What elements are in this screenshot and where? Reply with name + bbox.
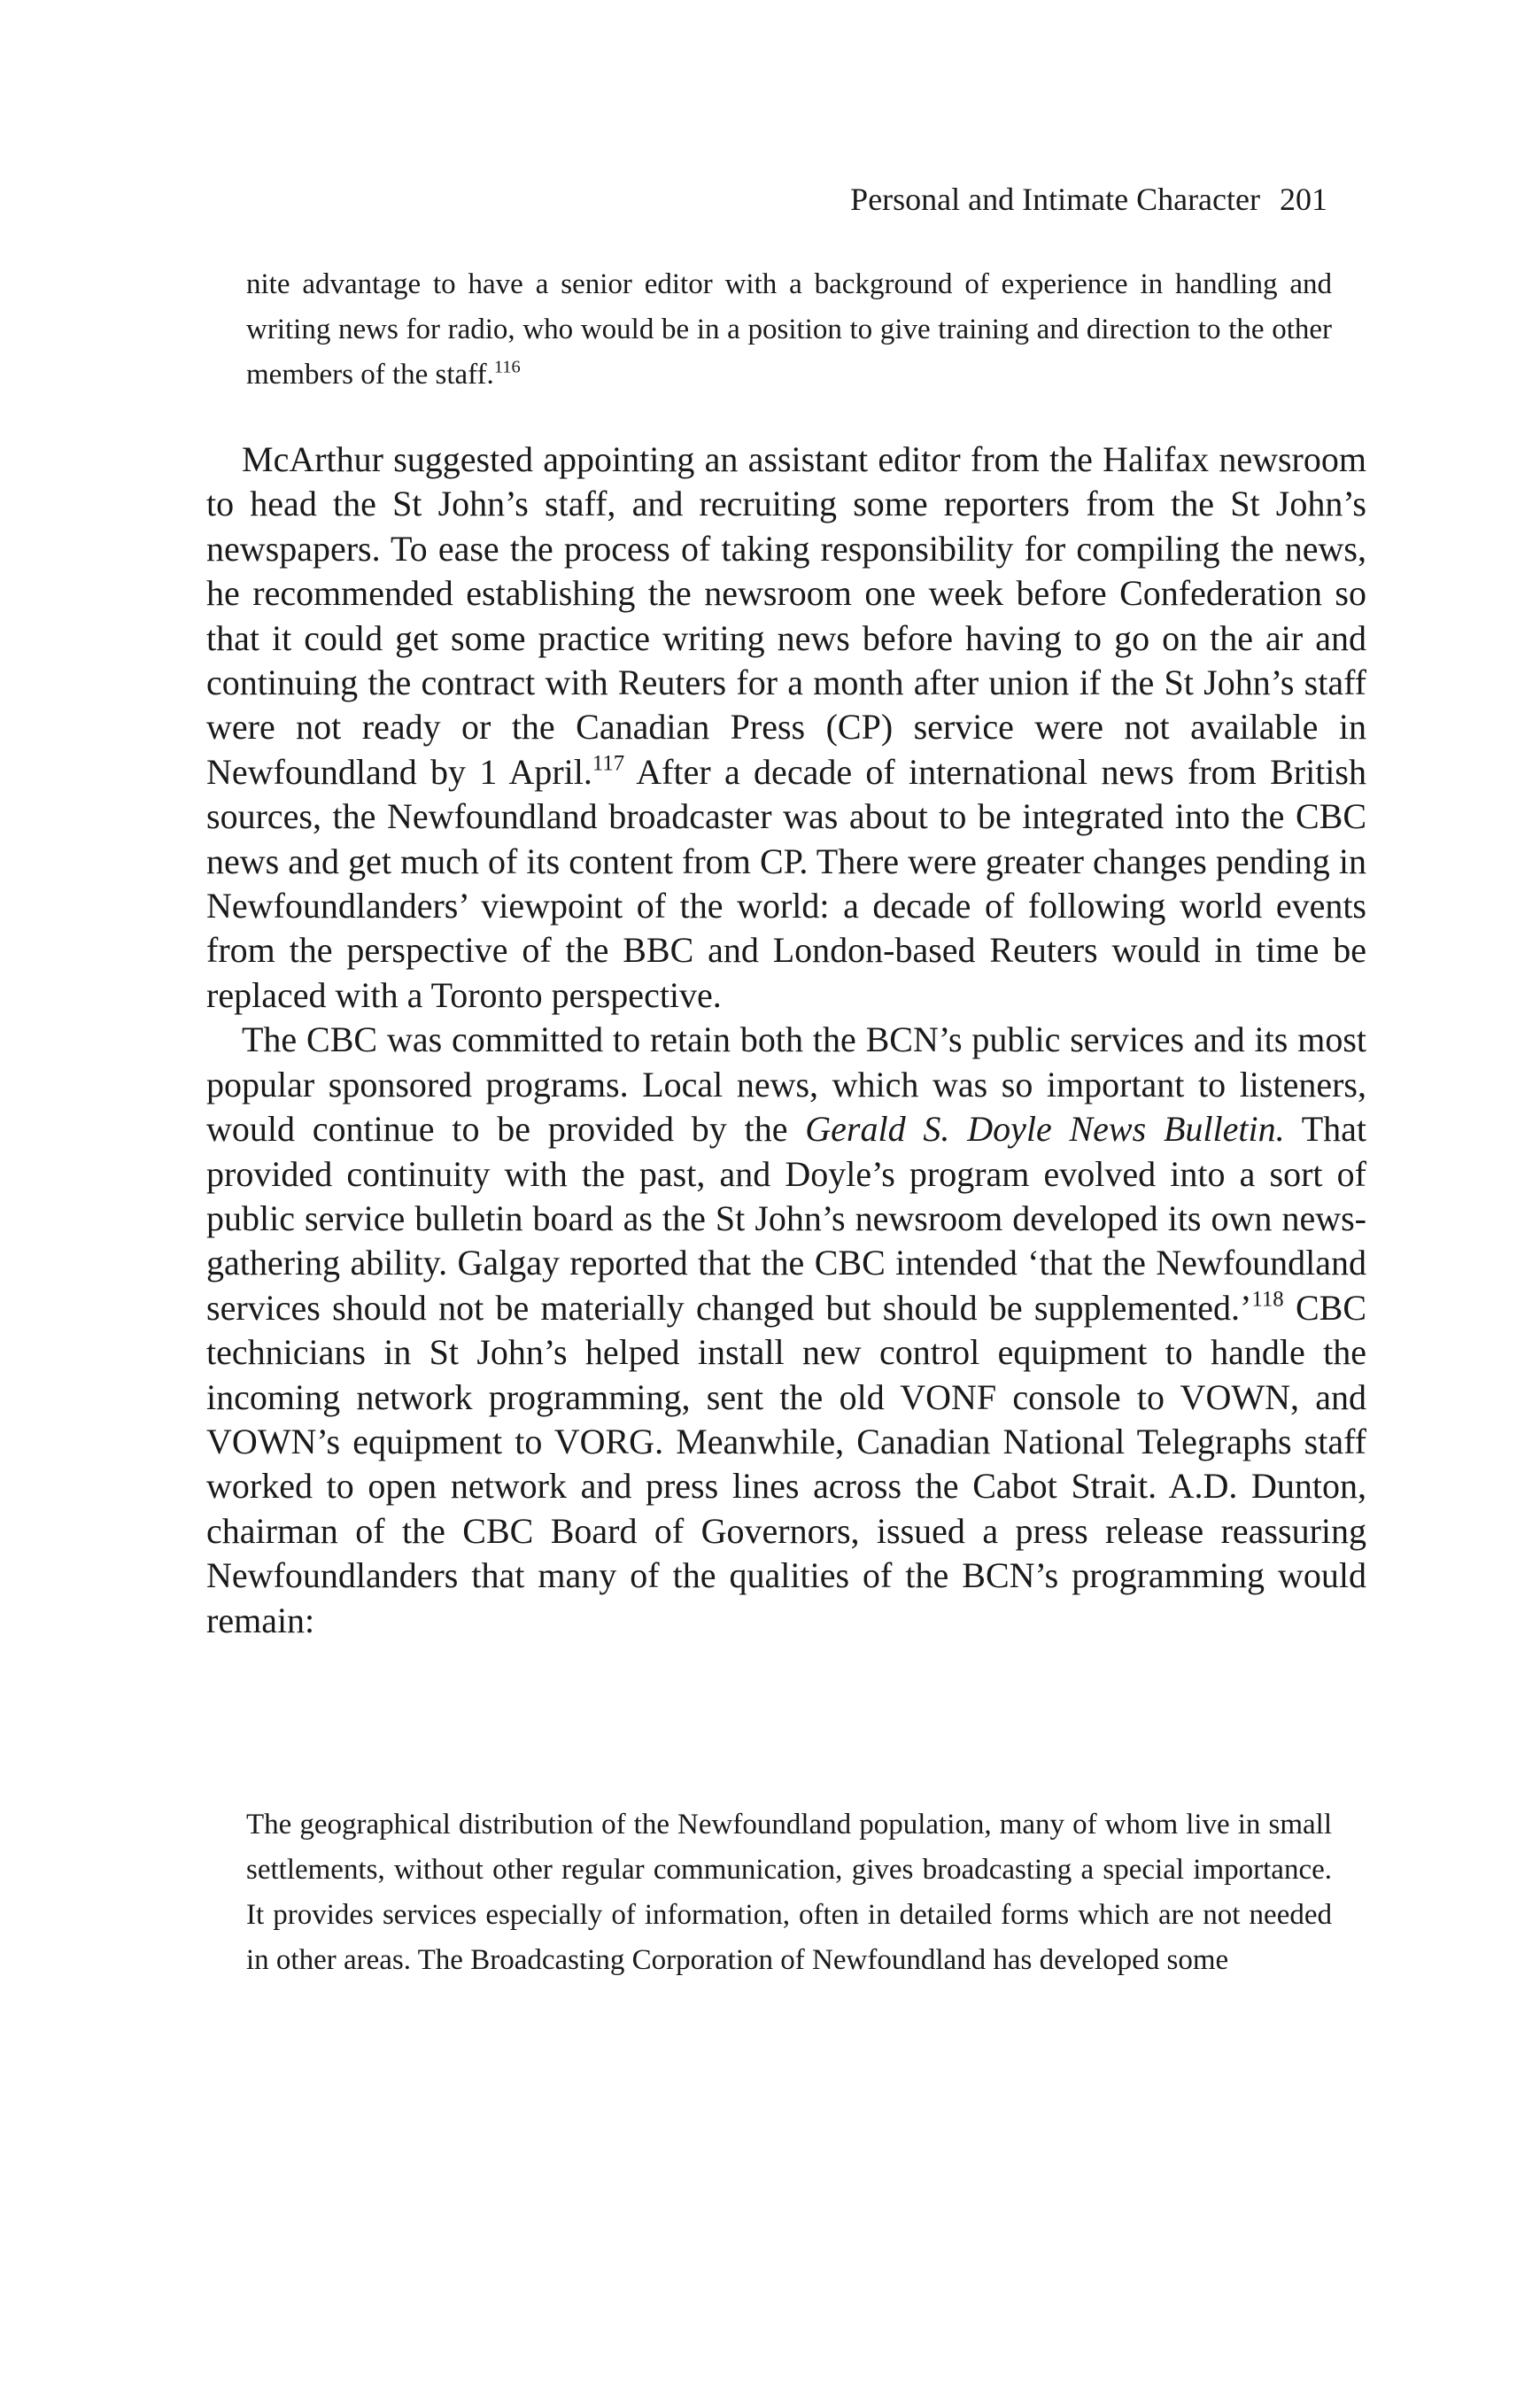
footnote-ref-117: 117	[592, 751, 625, 776]
block-quote-top	[246, 262, 1332, 398]
paragraph-1-part-b: After a decade of international news from British sources, the Newfoundland broadcaster was about to be integrated into the CBC news and get much of its content from CP. There were greater changes pending in Newfoundlanders’ viewpoint of the world: a decade of following world events from the perspective of the BBC and London-based Reuters would in time be replaced with a Toronto perspective.	[206, 751, 1366, 1015]
footnote-ref-116: 116	[493, 357, 521, 377]
paragraph-1-part-a: McArthur suggested appointing an assistant editor from the Halifax newsroom to head the St John’s staff, and recruiting some reporters from the St John’s newspapers. To ease the process of taking responsibility for compiling the news, he recommended establishing the newsroom one week before Confederation so that it could get some practice writing news before having to go on the air and continuing the contract with Reuters for a month after union if the St John’s staff were not ready or the Canadian Press (CP) service were not available in Newfoundland by 1 April.	[206, 439, 1366, 792]
running-head-title: Personal and Intimate Character	[850, 182, 1260, 217]
paragraph-2-part-c: CBC technicians in St John’s helped install new control equipment to handle the incoming network programming, sent the old VONF console to VOWN, and VOWN’s equipment to VORG. Meanwhile, Canadian National Telegraphs staff worked to open network and press lines across the Cabot Strait. A.D. Dunton, chairman of the CBC Board of Governors, issued a press release reassuring Newfoundlanders that many of the qualities of the BCN’s programming would remain:	[206, 1287, 1366, 1640]
block-quote-bottom-text: The geographical distribution of the Newfoundland population, many of whom live in small settlements, without other regular communication, gives broadcasting a special importance. It provides services especially of information, often in detailed forms which are not needed in other areas. The Broadcasting Corporation of Newfoundland has developed some	[246, 1809, 1332, 1976]
paragraph-2-part-a: The CBC was committed to retain both the BCN’s public services and its most popular sponsored programs. Local news, which was so important to listeners, would continue to be provided by the	[206, 1019, 1366, 1150]
page-number: 201	[1280, 182, 1327, 217]
paragraph-2-part-b: That provided continuity with the past, and Doyle’s program evolved into a sort of public service bulletin board as the St John’s newsroom developed its own news-gathering ability. Galgay reported that the CBC intended ‘that the Newfoundland services should not be materially changed but should be supplemented.’	[206, 1109, 1367, 1328]
paragraph-cbc-committed	[206, 1018, 1366, 1643]
footnote-ref-118: 118	[1251, 1287, 1284, 1312]
program-title-italic: Gerald S. Doyle News Bulletin.	[805, 1109, 1285, 1150]
block-quote-bottom	[246, 1802, 1332, 1983]
block-quote-top-text	[246, 262, 1332, 398]
paragraph-mcarthur	[206, 438, 1366, 1018]
body-text	[206, 438, 1366, 1643]
block-quote-top-body: nite advantage to have a senior editor with a background of experience in handling and writing news for radio, who would be in a position to give training and direction to the other members of the staff.	[246, 268, 1332, 391]
running-head	[850, 180, 1327, 219]
